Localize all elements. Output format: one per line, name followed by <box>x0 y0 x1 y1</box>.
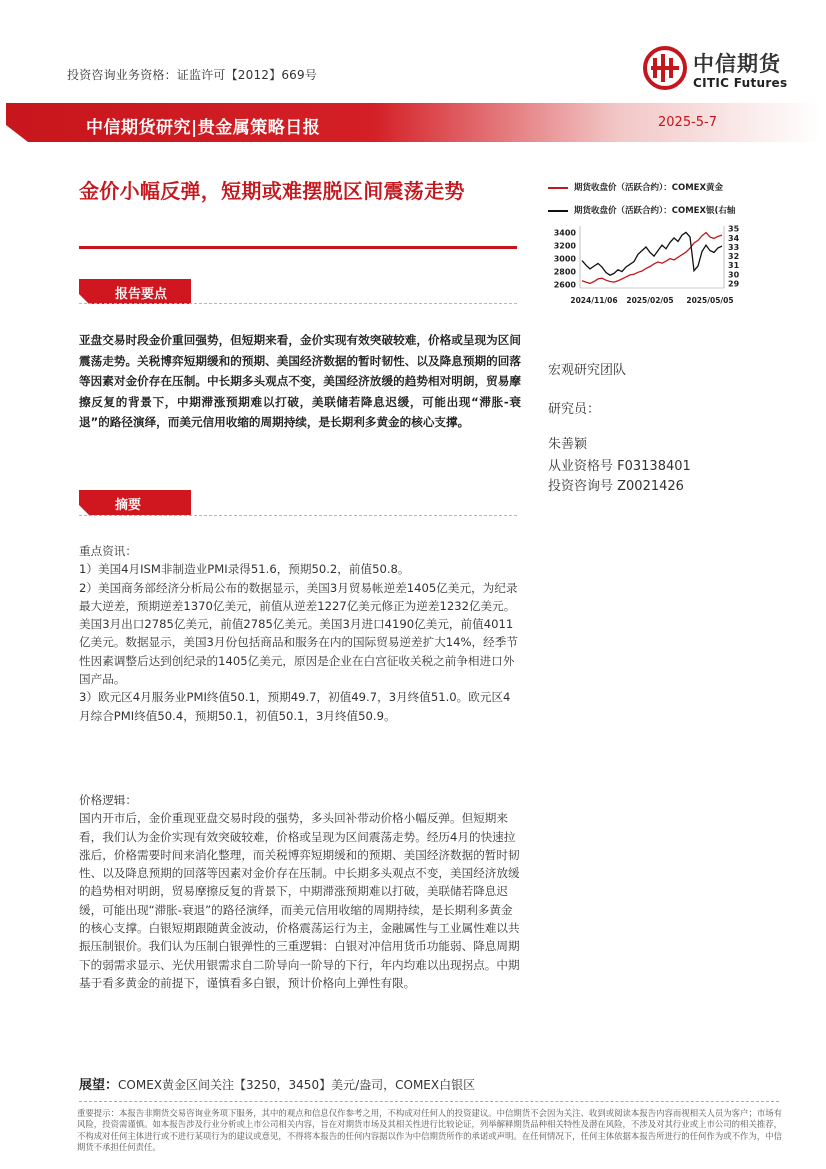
logic-block <box>79 791 521 992</box>
y-left-tick-label: 3200 <box>553 241 576 251</box>
outlook-text: COMEX黄金区间关注【3250，3450】美元/盎司，COMEX白银区 <box>118 1078 476 1092</box>
logic-text: 国内开市后，金价重现亚盘交易时段的强势，多头回补带动价格小幅反弹。但短期来看，我们认为金价实现有效突破较难，价格或呈现为区间震荡走势。经历4月的快速拉涨后，价格需要时间来消化整理，而关税博弈短期缓和的预期、美国经济数据的暂时韧性、以及降息预期的回落等因素对金价存在压制。中长期多头观点不变，美国经济放缓的趋势相对明朗，贸易摩擦反复的背景下，中期滞涨预期难以打破，美联储若降息迟缓，可能出现“滞胀-衰退”的路径演绎，而美元信用收缩的周期持续，是长期利多黄金的核心支撑。白银短期跟随黄金波动，价格震荡运行为主，金融属性与工业属性难以共振压制银价。我们认为压制白银弹性的三重逻辑：白银对冲信用货币功能弱、降息周期下的弱需求显示、光伏用银需求自二阶导向一阶导的下行，年内均难以出现拐点。中期基于看多黄金的前提下，谨慎看多白银，预计价格向上弹性有限。 <box>79 811 520 990</box>
x-tick-label: 2025/02/05 <box>626 296 674 305</box>
qualification-text: 投资咨询业务资格：证监许可【2012】669号 <box>67 68 318 82</box>
legend-swatch-gold <box>548 187 568 189</box>
citic-logo-icon <box>643 46 687 90</box>
outlook-label: 展望： <box>79 1078 119 1093</box>
y-left-tick-label: 2800 <box>553 267 576 277</box>
news-item: 1）美国4月ISM非制造业PMI录得51.6，预期50.2，前值50.8。 <box>79 562 410 577</box>
researcher-cert-advisory: 投资咨询号 Z0021426 <box>548 479 684 494</box>
legend-label-gold: 期货收盘价（活跃合约）：COMEX黄金 <box>574 183 724 193</box>
y-left-tick-label: 3000 <box>553 254 576 264</box>
report-date: 2025-5-7 <box>658 115 718 130</box>
news-item: 2）美国商务部经济分析局公布的数据显示，美国3月贸易帐逆差1405亿美元，为纪录最大逆差，预期逆差1370亿美元，前值从逆差1227亿美元修正为逆差1232亿美元。美国3月出口2785亿美元，前值2785亿美元。美国3月进口4190亿美元，前值4011亿美元。数据显示，美国3月份包括商品和服务在内的国际贸易逆差扩大14%，经季节性因素调整后达到创纪录的1405亿美元，原因是企业在白宫征收关税之前争相进口外国产品。 <box>79 580 518 687</box>
legend-item-silver <box>548 204 735 216</box>
news-block <box>79 542 521 725</box>
legend-label-silver: 期货收盘价（活跃合约）：COMEX银(右轴 <box>574 206 736 216</box>
series-line-silver <box>582 232 722 275</box>
researcher-label: 研究员： <box>548 402 601 417</box>
legend-swatch-silver <box>548 210 568 212</box>
footer-divider <box>79 1101 779 1102</box>
headline-divider <box>79 246 517 249</box>
logo-chinese-name: 中信期货 <box>693 52 781 76</box>
report-title: 中信期货研究|贵金属策略日报 <box>86 118 321 138</box>
y-right-tick-label: 33 <box>728 242 740 252</box>
disclaimer: 重要提示：本报告非期货交易咨询业务项下服务，其中的观点和信息仅作参考之用，不构成对任何人的投资建议。中信期货不会因为关注、收到或阅读本报告内容而视相关人员为客户；市场有风险，投资需谨慎。如本报告涉及行业分析或上市公司相关内容，旨在对期货市场及其相关性进行比较论证，列举解释期货品种相关特性及潜在风险，不涉及对其行业或上市公司的相关推荐，不构成对任何主体进行或不进行某项行为的建议或意见，不得将本报告的任何内容据以作为中信期货所作的承诺或声明。在任何情况下，任何主体依据本报告所进行的任何作为或不作为，中信期货不承担任何责任。 <box>77 1108 782 1152</box>
outlook-line <box>79 1074 529 1093</box>
y-left-tick-label: 3400 <box>553 228 576 238</box>
abstract-divider <box>79 515 517 516</box>
x-tick-label: 2025/05/05 <box>686 296 734 305</box>
y-right-tick-label: 29 <box>728 279 740 289</box>
headline: 金价小幅反弹，短期或难摆脱区间震荡走势 <box>79 179 465 203</box>
key-points-text: 亚盘交易时段金价重回强势，但短期来看，金价实现有效突破较难，价格或呈现为区间震荡走势。关税博弈短期缓和的预期、美国经济数据的暂时韧性、以及降息预期的回落等因素对金价存在压制。中长期多头观点不变，美国经济放缓的趋势相对明朗，贸易摩擦反复的背景下，中期滞涨预期难以打破，美联储若降息迟缓，可能出现“滞胀-衰退”的路径演绎，而美元信用收缩的周期持续，是长期利多黄金的核心支撑。 <box>79 333 521 429</box>
y-left-tick-label: 2600 <box>553 280 576 290</box>
report-banner <box>6 103 820 142</box>
news-item: 3）欧元区4月服务业PMI终值50.1，预期49.7，初值49.7，3月终值51.0。欧元区4月综合PMI终值50.4，预期50.1，初值50.1，3月终值50.9。 <box>79 690 511 723</box>
y-right-tick-label: 31 <box>728 261 740 271</box>
price-chart <box>546 222 766 314</box>
abstract-label: 摘要 <box>115 498 142 513</box>
series-line-gold <box>582 233 722 284</box>
logo-english-name: CITIC Futures <box>693 76 788 90</box>
key-points-label: 报告要点 <box>115 287 168 302</box>
y-right-tick-label: 34 <box>728 233 740 243</box>
x-tick-label: 2024/11/06 <box>570 296 618 305</box>
news-heading: 重点资讯： <box>79 544 137 558</box>
researcher-cert-practice: 从业资格号 F03138401 <box>548 459 691 474</box>
y-right-tick-label: 30 <box>728 270 740 280</box>
researcher-name: 朱善颖 <box>548 437 588 452</box>
logic-heading: 价格逻辑： <box>79 793 137 807</box>
y-right-tick-label: 35 <box>728 224 740 234</box>
abstract-tag <box>79 490 191 515</box>
legend-item-gold <box>548 181 723 193</box>
citic-futures-logo <box>643 46 803 92</box>
key-points-divider <box>79 303 517 304</box>
team-name: 宏观研究团队 <box>548 363 627 378</box>
key-points-tag <box>79 279 191 304</box>
y-right-tick-label: 32 <box>728 252 740 262</box>
